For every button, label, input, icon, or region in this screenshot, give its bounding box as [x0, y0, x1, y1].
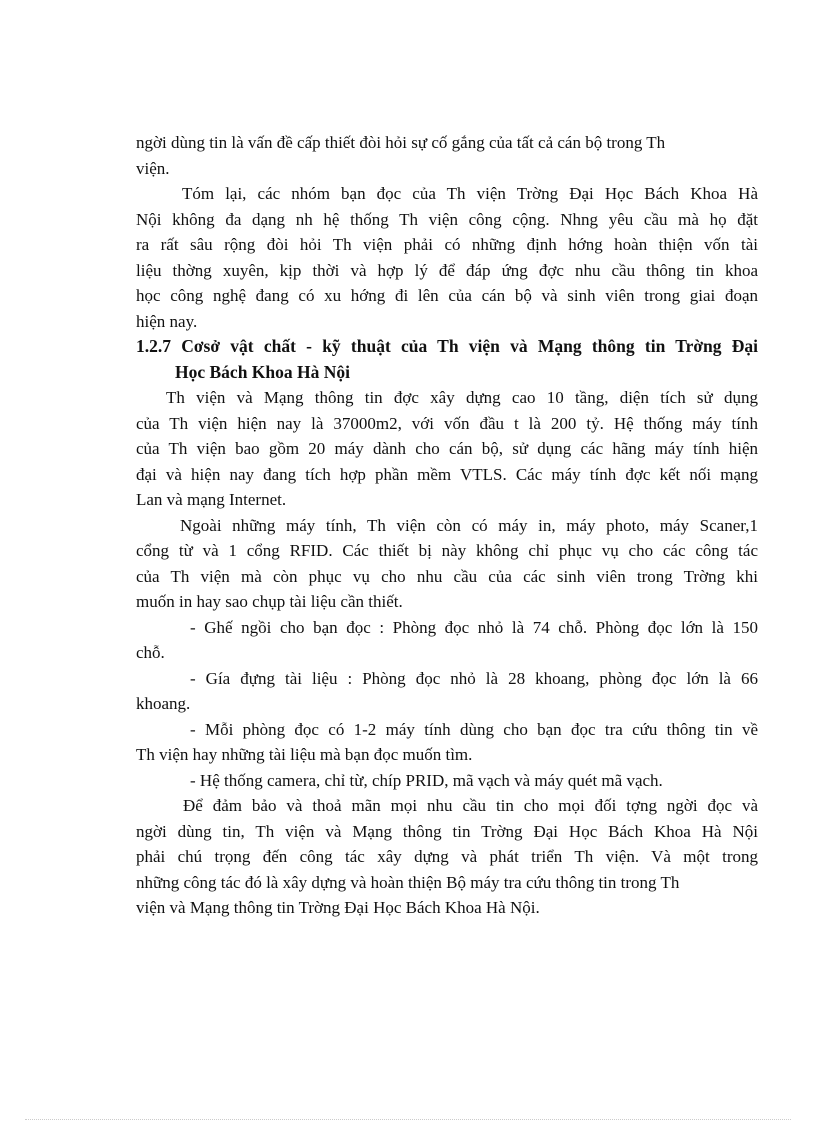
text-line: chỗ.: [136, 643, 165, 662]
text-line: viện.: [136, 158, 170, 178]
text-line: ngời dùng tin là vấn đề cấp thiết đòi hỏi sự cố gắng của tất cả cán bộ trong Th: [136, 133, 666, 152]
text-line: đại và hiện nay đang tích hợp phần mềm VTLS. Các máy tính đợc kết nối mạng: [136, 464, 758, 484]
document-body: [136, 130, 758, 921]
text-line: liệu thờng xuyên, kịp thời và hợp lý để đáp ứng đợc nhu cầu thông tin khoa: [136, 260, 758, 280]
text-line: - Gía đựng tài liệu : Phòng đọc nhỏ là 28 khoang, phòng đọc lớn là 66: [190, 668, 758, 688]
text-line: Tóm lại, các nhóm bạn đọc của Th viện Trờng Đại Học Bách Khoa Hà: [182, 184, 758, 203]
text-line: viện và Mạng thông tin Trờng Đại Học Bách Khoa Hà Nội.: [136, 898, 540, 917]
text-line: - Hệ thống camera, chỉ từ, chíp PRID, mã vạch và máy quét mã vạch.: [190, 770, 663, 790]
text-line: Th viện và Mạng thông tin đợc xây dựng cao 10 tầng, diện tích sử dụng: [166, 388, 758, 407]
text-line: muốn in hay sao chụp tài liệu cần thiết.: [136, 592, 403, 611]
text-line: những công tác đó là xây dựng và hoàn thiện Bộ máy tra cứu thông tin trong Th: [136, 872, 680, 892]
text-line: - Ghế ngồi cho bạn đọc : Phòng đọc nhỏ là 74 chỗ. Phòng đọc lớn là 150: [190, 617, 758, 637]
text-line: cổng từ và 1 cổng RFID. Các thiết bị này không chỉ phục vụ cho các công tác: [136, 541, 758, 560]
section-heading-line: Học Bách Khoa Hà Nội: [175, 361, 351, 382]
text-line: Lan và mạng Internet.: [136, 490, 287, 509]
page-bottom-divider: [25, 1119, 791, 1120]
text-line: Nội không đa dạng nh hệ thống Th viện công cộng. Nhng yêu cầu mà họ đặt: [136, 209, 758, 229]
text-line: Th viện hay những tài liệu mà bạn đọc muốn tìm.: [136, 745, 473, 764]
text-line: hiện nay.: [136, 311, 198, 331]
text-line: - Mỗi phòng đọc có 1-2 máy tính dùng cho bạn đọc tra cứu thông tin về: [190, 719, 758, 739]
text-line: của Th viện hiện nay là 37000m2, với vốn đầu t là 200 tỷ. Hệ thống máy tính: [136, 413, 758, 433]
text-line: Để đảm bảo và thoả mãn mọi nhu cầu tin cho mọi đối tợng ngời đọc và: [183, 796, 758, 815]
text-line: của Th viện mà còn phục vụ cho nhu cầu của các sinh viên trong Trờng khi: [136, 566, 758, 586]
text-line: khoang.: [136, 694, 191, 713]
text-line: Ngoài những máy tính, Th viện còn có máy in, máy photo, máy Scaner,1: [180, 515, 758, 535]
section-heading-line: 1.2.7 Cơsở vật chất - kỹ thuật của Th viện và Mạng thông tin Trờng Đại: [136, 336, 758, 356]
text-line: học công nghệ đang có xu hớng đi lên của cán bộ và sinh viên trong giai đoạn: [136, 286, 758, 305]
text-line: phải chú trọng đến công tác xây dựng và phát triển Th viện. Và một trong: [136, 847, 758, 866]
text-line: của Th viện bao gồm 20 máy dành cho cán bộ, sử dụng các hãng máy tính hiện: [136, 439, 758, 458]
text-line: ra rất sâu rộng đòi hỏi Th viện phải có những định hớng hoàn thiện vốn tài: [136, 235, 758, 254]
text-line: ngời dùng tin, Th viện và Mạng thông tin Trờng Đại Học Bách Khoa Hà Nội: [136, 821, 758, 841]
